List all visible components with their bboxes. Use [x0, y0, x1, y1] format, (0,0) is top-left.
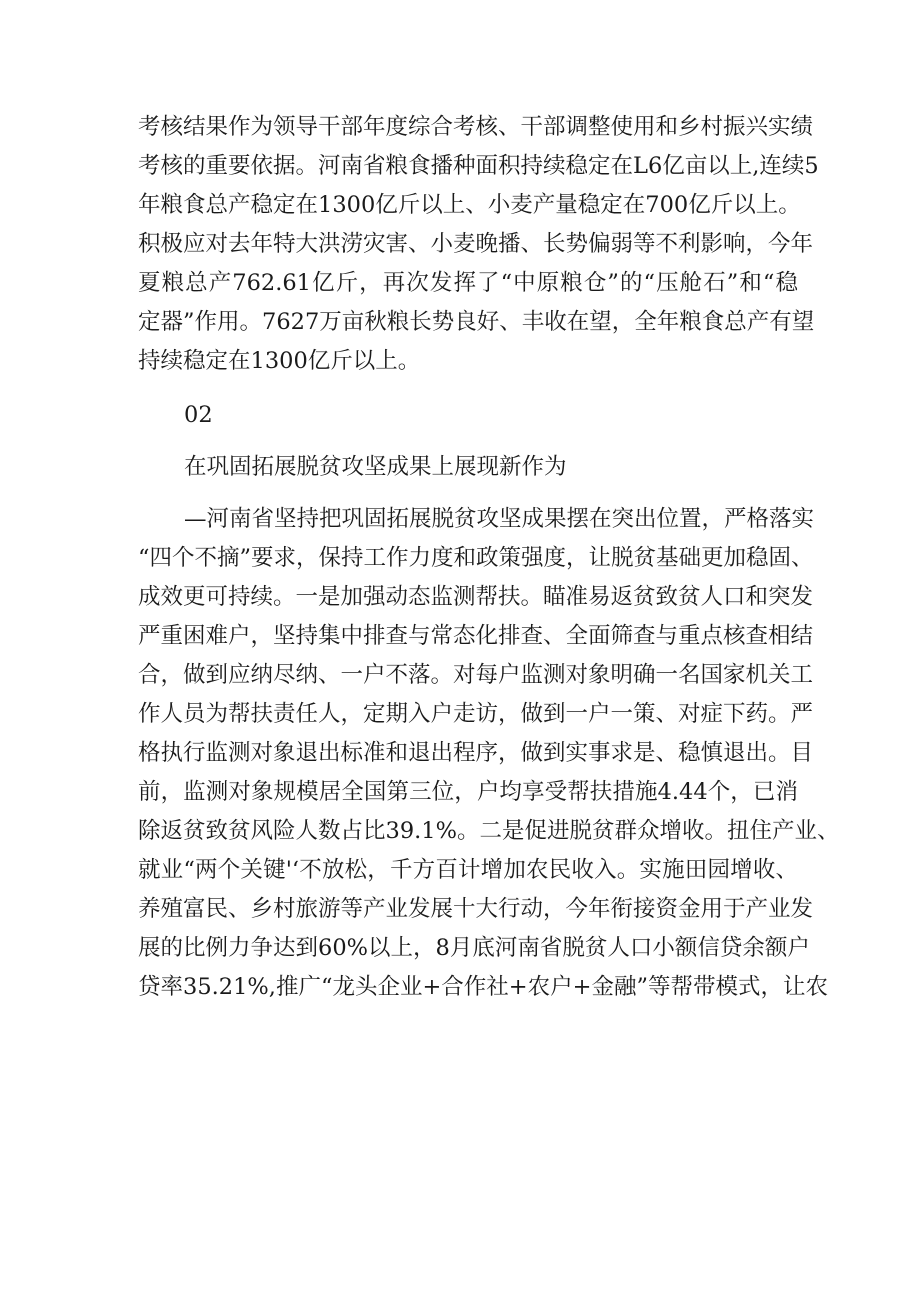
text-line: 积极应对去年特大洪涝灾害、小麦晚播、长势偏弱等不利影响，今年	[138, 231, 814, 257]
text-line: 成效更可持续。一是加强动态监测帮扶。瞄准易返贫致贫人口和突发	[138, 584, 814, 610]
text-line: 贷率35.21%,推广“龙头企业+合作社+农户+金融”等帮带模式，让农	[138, 974, 829, 1000]
text-line: —河南省坚持把巩固拓展脱贫攻坚成果摆在突出位置，严格落实	[184, 506, 815, 532]
text-line: 合，做到应纳尽纳、一户不落。对每户监测对象明确一名国家机关工	[138, 662, 814, 688]
text-line: 严重困难户，坚持集中排查与常态化排查、全面筛查与重点核查相结	[138, 623, 814, 649]
text-line: 夏粮总产762.61亿斤，再次发挥了“中原粮仓”的“压舱石”和“稳	[138, 270, 798, 296]
text-line: 考核结果作为领导干部年度综合考核、干部调整使用和乡村振兴实绩	[138, 114, 814, 140]
text-line: 考核的重要依据。河南省粮食播种面积持续稳定在L6亿亩以上,连续5	[138, 153, 819, 179]
text-line: 年粮食总产稳定在1300亿斤以上、小麦产量稳定在700亿斤以上。	[138, 192, 801, 218]
text-line: 除返贫致贫风险人数占比39.1%。二是促进脱贫群众增收。扭住产业、	[138, 818, 840, 844]
text-line: 展的比例力争达到60%以上，8月底河南省脱贫人口小额信贷余额户	[138, 935, 810, 961]
text-line: 格执行监测对象退出标准和退出程序，做到实事求是、稳慎退出。目	[138, 740, 814, 766]
text-line: 持续稳定在1300亿斤以上。	[138, 348, 421, 374]
text-line: 作人员为帮扶责任人，定期入户走访，做到一户一策、对症下药。严	[138, 701, 814, 727]
text-line: 就业“两个关键'‘不放松，千方百计增加农民收入。实施田园增收、	[138, 857, 798, 883]
section-title: 在巩固拓展脱贫攻坚成果上展现新作为	[184, 454, 567, 480]
text-line: 养殖富民、乡村旅游等产业发展十大行动，今年衔接资金用于产业发	[138, 896, 814, 922]
text-line: 定器”作用。7627万亩秋粮长势良好、丰收在望，全年粮食总产有望	[138, 309, 815, 335]
section-number: 02	[184, 402, 213, 428]
text-line: 前，监测对象规模居全国第三位，户均享受帮扶措施4.44个，已消	[138, 779, 798, 805]
text-line: “四个不摘”要求，保持工作力度和政策强度，让脱贫基础更加稳固、	[138, 545, 814, 571]
